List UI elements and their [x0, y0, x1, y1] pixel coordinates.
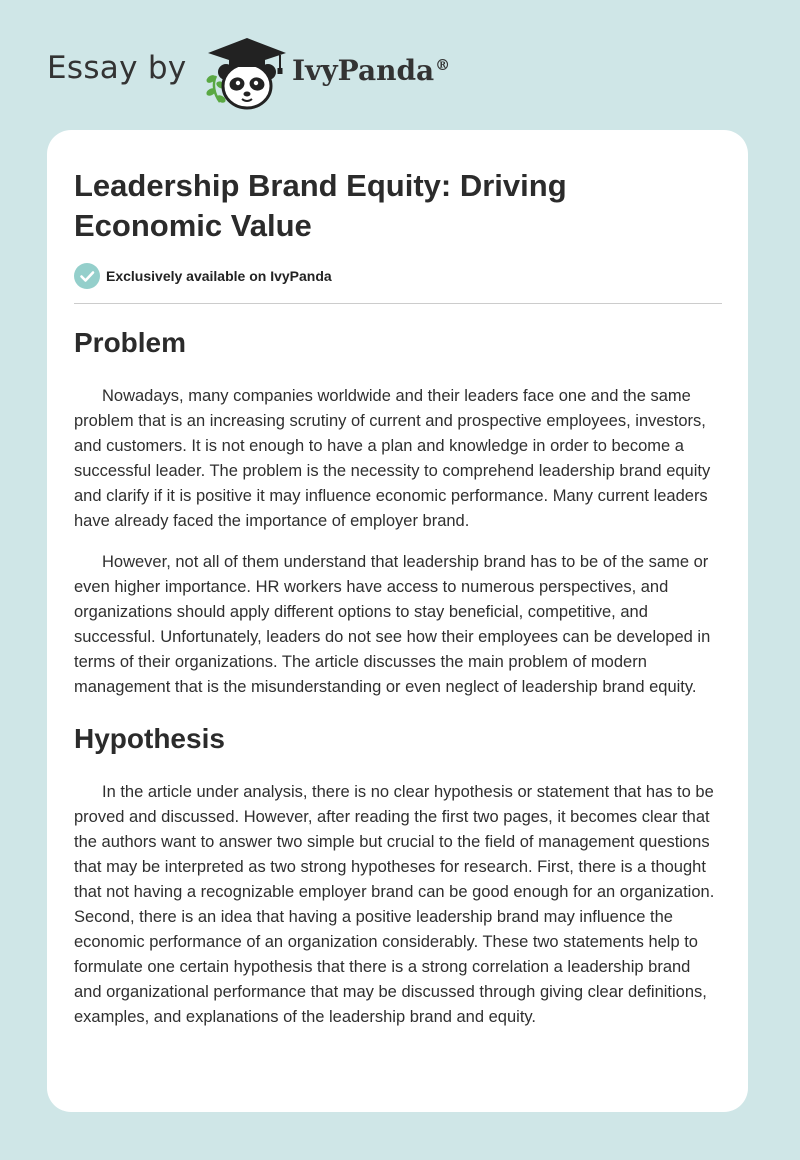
site-header — [47, 36, 487, 112]
section-heading-hypothesis: Hypothesis — [74, 723, 225, 754]
article-body — [74, 323, 722, 1030]
badge-label: Exclusively available on IvyPanda — [106, 268, 332, 284]
registered-mark: ® — [435, 55, 451, 74]
essay-by-label: Essay by — [47, 50, 187, 86]
checkmark-circle-icon — [74, 263, 100, 289]
panda-graduate-icon[interactable] — [202, 36, 288, 112]
paragraph: In the article under analysis, there is no clear hypothesis or statement that has to be proved and discussed. However, after reading the first two pages, it becomes clear that the authors want to answer two simple but crucial to the field of management questions that may be interpreted as two strong hypotheses for research. First, there is a thought that not having a recognizable employer brand can be good enough for an organization. Second, there is an idea that having a positive leadership brand may influence the economic performance of an organization considerably. These two statements help to formulate one certain hypothesis that there is a strong correlation a leadership brand and organizational performance that may be discussed through giving clear definitions, examples, and explanations of the leadership brand and equity. — [74, 783, 715, 1026]
paragraph: However, not all of them understand that leadership brand has to be of the same or even higher importance. HR workers have access to numerous perspectives, and organizations should apply different options to stay beneficial, competitive, and successful. Unfortunately, leaders do not see how their employees can be developed in terms of their organizations. The article discusses the main problem of modern management that is the misunderstanding or even neglect of leadership brand equity. — [74, 553, 711, 696]
section-heading-problem: Problem — [74, 327, 187, 358]
brand-name[interactable]: IvyPanda® — [292, 54, 451, 87]
page-title: Leadership Brand Equity: Driving Economic Value — [74, 168, 567, 243]
exclusive-badge — [74, 263, 332, 289]
essay-card — [47, 130, 748, 1112]
divider — [74, 303, 722, 304]
paragraph: Nowadays, many companies worldwide and their leaders face one and the same problem that is an increasing scrutiny of current and prospective employees, investors, and customers. It is not enough to have a plan and knowledge in order to become a successful leader. The problem is the necessity to comprehend leadership brand equity and clarify if it is positive it may influence economic performance. Many current leaders have already faced the importance of employer brand. — [74, 387, 711, 530]
